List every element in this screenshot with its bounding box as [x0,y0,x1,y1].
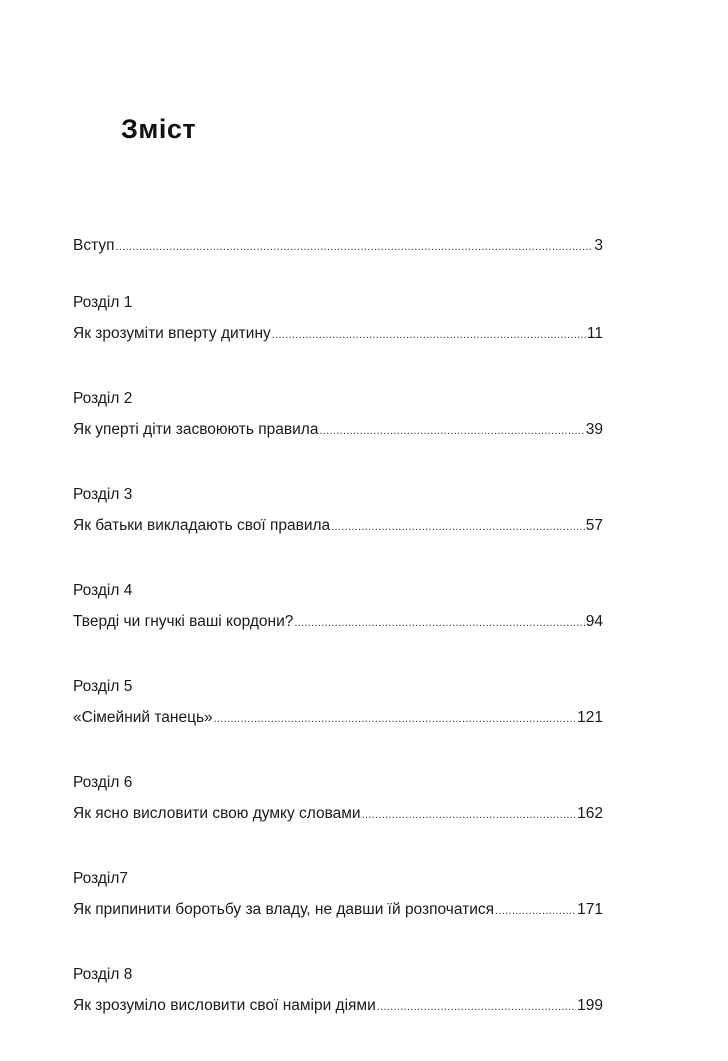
chapter-label: Розділ 1 [73,294,133,311]
chapter-label: Розділ 8 [73,966,133,983]
toc-page-number: 57 [585,517,603,534]
chapter-label: Розділ 3 [73,486,133,503]
toc-line [73,420,603,441]
toc-entry-title: Як батьки викладають свої правила [73,517,331,534]
toc-page-number: 162 [577,805,603,822]
dot-leader [377,997,576,1017]
toc-entry-chapter-4[interactable] [73,581,603,633]
toc-line [73,804,603,825]
chapter-label: Розділ 5 [73,678,133,695]
toc-page-number: 94 [585,613,603,630]
toc-entry-title: Вступ [73,237,115,254]
dot-leader [116,237,594,257]
toc-entry-title: Як припинити боротьбу за владу, не давши їй розпочатися [73,901,495,918]
dot-leader [214,709,576,729]
toc-entry-title: «Сімейний танець» [73,709,213,726]
chapter-label: Розділ 2 [73,390,133,407]
dot-leader [319,421,584,441]
toc-page-number: 199 [577,997,603,1014]
toc-entry-title: Тверді чи гнучкі ваші кордони? [73,613,294,630]
toc-entry-intro[interactable] [73,236,603,257]
toc-line [73,516,603,537]
toc-page-number: 39 [585,421,603,438]
dot-leader [272,325,586,345]
toc-line [73,900,603,921]
dot-leader [362,805,577,825]
toc-entry-chapter-7[interactable] [73,869,603,921]
toc-entry-chapter-3[interactable] [73,485,603,537]
toc-entry-chapter-6[interactable] [73,773,603,825]
dot-leader [331,517,585,537]
toc-entry-title: Як ясно висловити свою думку словами [73,805,361,822]
chapter-label: Розділ 4 [73,582,133,599]
page-title: Зміст [121,114,197,144]
toc-line [73,612,603,633]
toc-page-number: 3 [594,237,603,254]
toc-entry-chapter-8[interactable] [73,965,603,1017]
dot-leader [495,901,576,921]
table-of-contents [73,236,603,1061]
toc-entry-title: Як уперті діти засвоюють правила [73,421,319,438]
toc-line [73,708,603,729]
toc-entry-chapter-1[interactable] [73,293,603,345]
toc-page-number: 11 [586,325,603,342]
chapter-label: Розділ7 [73,870,129,887]
toc-line [73,996,603,1017]
chapter-label: Розділ 6 [73,774,133,791]
toc-entry-title: Як зрозуміло висловити свої наміри діями [73,997,376,1014]
toc-entry-chapter-2[interactable] [73,389,603,441]
toc-entry-title: Як зрозуміти вперту дитину [73,325,271,342]
toc-line [73,236,603,257]
dot-leader [294,613,584,633]
toc-entry-chapter-5[interactable] [73,677,603,729]
toc-page-number: 171 [577,901,603,918]
toc-line [73,324,603,345]
toc-page-number: 121 [577,709,603,726]
